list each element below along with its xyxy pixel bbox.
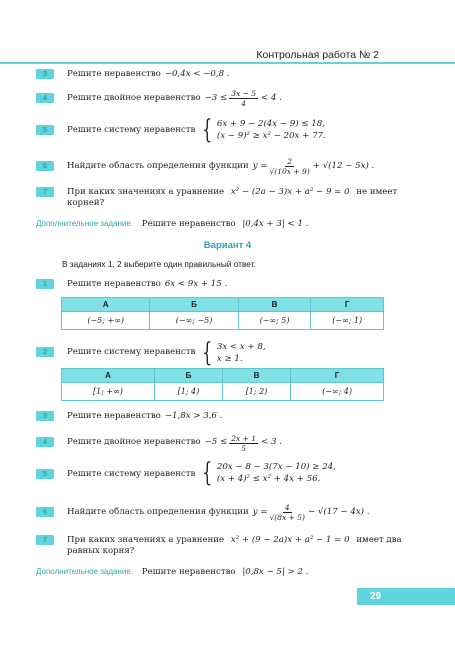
task-text-cont: имеет два [356,535,402,545]
fraction-bottom: 5 [241,444,246,453]
task-number: 6 [36,161,54,171]
task-math-pre: −3 ≤ [204,93,228,103]
extra-task-label: Дополнительное задание. [36,567,134,576]
fraction-bottom: √(10x + 9) [269,167,310,176]
inequality-system: { 20x − 8 − 3(7x − 10) ≥ 24, (x + 4)² ≤ x² + 4x + 56. [202,458,336,488]
system-line-1: 20x − 8 − 3(7x − 10) ≥ 24, [216,462,336,472]
task-1 [36,279,227,290]
task-number: 4 [36,93,54,103]
task-3-prev [36,69,230,80]
fraction-bottom: 4 [241,99,246,108]
option-header-a: А [62,298,150,312]
task-math-post: + √(12 − 5x) . [312,161,375,171]
task-text: Найдите область определения функции [67,161,249,171]
task-math-post: < 3 . [261,437,282,447]
task-text: При каких значениях a уравнение [67,535,225,545]
task-number: 7 [36,535,54,545]
task-text-line2: равных корня? [67,546,135,556]
task-text: Решите систему неравенств [67,469,196,479]
option-header-c: В [238,298,311,312]
task-math: x² + (9 − 2a)x + a² − 1 = 0 [230,535,350,545]
fraction-top: 2x + 1 [231,434,257,443]
fraction [270,157,310,176]
task-math-pre: y = [252,161,268,171]
task-text: Решите неравенство [67,279,161,289]
system-line-2: (x − 9)² ≥ x² − 20x + 77. [216,131,326,141]
instruction: В заданиях 1, 2 выберите один правильный ответ. [62,259,256,269]
page-header-title: Контрольная работа № 2 [256,49,379,61]
system-line-1: 6x + 9 − 2(4x − 9) ≤ 18, [216,119,325,129]
option-b: [1; 4) [154,383,222,401]
extra-task-prev [36,219,308,229]
task-number: 3 [36,411,54,421]
task-math-pre: y = [252,507,268,517]
task-text-line2: корней? [67,198,105,208]
option-header-a: А [62,369,155,383]
system-line-1: 3x < x + 8, [216,342,266,352]
task-text: Решите двойное неравенство [67,437,201,447]
extra-task-label: Дополнительное задание. [36,219,134,228]
task-math-post: − √(17 − 4x) . [308,507,370,517]
option-header-d: Г [291,369,384,383]
option-header-c: В [222,369,290,383]
task-math: x² − (2a − 3)x + a² − 9 = 0 [230,187,350,197]
fraction [229,89,258,108]
extra-task-math: |0,4x + 3| < 1 . [242,219,309,229]
extra-task-math: |0,8x − 5| > 2 . [242,567,309,577]
answer-table-1 [61,297,384,330]
task-text: Решите систему неравенств [67,347,196,357]
extra-task [36,567,308,577]
option-d: (−∞; 4) [291,383,384,401]
task-number: 5 [36,469,54,479]
task-math: 6x < 9x + 15 . [164,279,228,289]
task-text: При каких значениях a уравнение [67,187,225,197]
option-c: [1; 2) [222,383,290,401]
option-header-b: Б [154,369,222,383]
fraction-top: 3x − 5 [231,89,257,98]
task-2 [36,338,266,368]
variant-title: Вариант 4 [203,240,252,251]
task-3 [36,411,222,422]
option-a: [1; +∞) [62,383,155,401]
task-text: Решите двойное неравенство [67,93,201,103]
task-7 [36,535,402,557]
inequality-system: { 3x < x + 8, x ≥ 1. [202,338,266,368]
header-rule [0,62,455,64]
option-a: (−5; +∞) [62,312,150,330]
task-number: 3 [36,69,54,79]
task-7-prev [36,187,397,209]
page-number: 29 [357,588,455,605]
system-line-2: x ≥ 1. [216,354,243,364]
task-math-pre: −5 ≤ [204,437,228,447]
task-text: Решите неравенство [67,411,161,421]
extra-task-text: Решите неравенство [141,219,236,229]
task-math: −0,4x < −0,8 . [164,69,230,79]
answer-table-2 [61,368,384,401]
extra-task-text: Решите неравенство [141,567,236,577]
task-text: Решите неравенство [67,69,161,79]
task-5 [36,458,336,488]
task-number: 6 [36,507,54,517]
task-4 [36,434,282,453]
inequality-system: { 6x + 9 − 2(4x − 9) ≤ 18, (x − 9)² ≥ x² − 20x + 77. [202,115,326,145]
system-line-2: (x + 4)² ≤ x² + 4x + 56. [216,474,321,484]
fraction [270,503,305,522]
option-header-b: Б [150,298,238,312]
option-c: (−∞; 5) [238,312,311,330]
task-number: 7 [36,187,54,197]
option-header-d: Г [311,298,384,312]
task-5-prev [36,115,326,145]
task-number: 4 [36,437,54,447]
fraction-top: 4 [284,503,290,512]
task-6 [36,503,370,522]
task-text-cont: не имеет [356,187,398,197]
task-math-post: < 4 . [261,93,282,103]
fraction-bottom: √(8x + 5) [269,513,305,522]
fraction [229,434,258,453]
fraction-top: 2 [287,157,293,166]
task-math: −1,8x > 3,6 . [164,411,223,421]
task-6-prev [36,157,375,176]
task-number: 5 [36,125,54,135]
option-b: (−∞; −5) [150,312,238,330]
task-number: 2 [36,347,54,357]
task-4-prev [36,89,282,108]
task-text: Решите систему неравенств [67,125,196,135]
task-number: 1 [36,279,54,289]
task-text: Найдите область определения функции [67,507,249,517]
option-d: (−∞; 1) [311,312,384,330]
